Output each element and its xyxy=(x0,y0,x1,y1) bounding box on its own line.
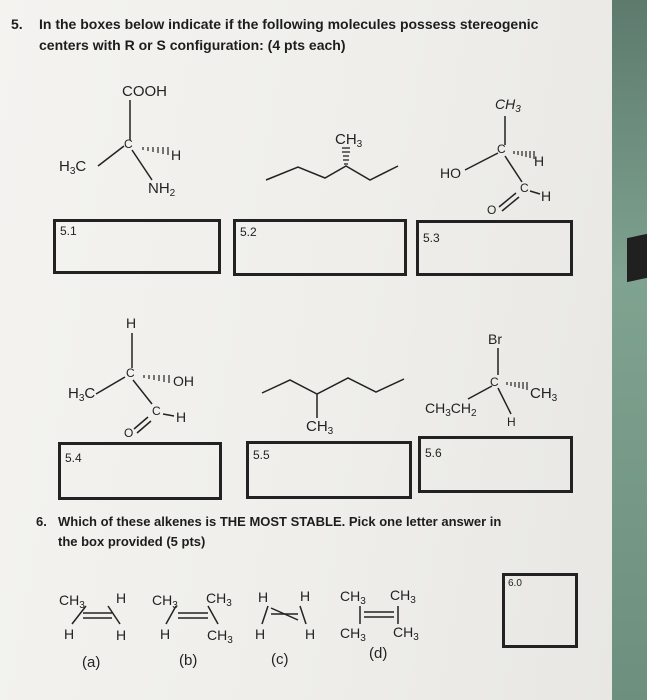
m6-ch3ch2: $CH_3CH_2$ xyxy=(425,400,477,419)
background-green-surface xyxy=(612,0,647,700)
m3-ho: HO xyxy=(440,165,461,181)
m4-h3c: $H_3C$ xyxy=(68,385,96,404)
alkene-c-top-left: H xyxy=(258,589,269,605)
m3-center-c: C xyxy=(497,142,506,156)
m4-carbonyl-h: H xyxy=(176,409,187,425)
answer-box-5-3[interactable] xyxy=(416,220,573,276)
answer-box-5-2[interactable] xyxy=(233,219,407,276)
background-dark-object xyxy=(627,234,647,282)
answer-box-5-1[interactable] xyxy=(53,219,221,274)
alkene-c-top-right: H xyxy=(300,588,311,604)
alkene-c-label: (c) xyxy=(271,651,289,668)
q5-number: 5. xyxy=(11,16,23,32)
answer-box-5-5[interactable] xyxy=(246,441,412,499)
m1-nh2: $NH_2$ xyxy=(148,180,176,199)
q5-text-line1: In the boxes below indicate if the following molecules possess stereogenic xyxy=(39,16,539,32)
m6-center-c: C xyxy=(490,375,499,389)
box-label-5-1: 5.1 xyxy=(60,224,77,238)
m3-ch3: $CH_3$ xyxy=(495,96,521,115)
alkene-c-bottom-right: H xyxy=(305,626,316,642)
m4-oh: OH xyxy=(173,373,194,389)
box-label-5-2: 5.2 xyxy=(240,225,257,239)
alkene-a-bottom-right: H xyxy=(116,627,127,643)
m3-carbonyl-h: H xyxy=(541,188,552,204)
m4-h: H xyxy=(126,315,137,331)
m6-ch3: $CH_3$ xyxy=(530,385,558,404)
m1-center-c: C xyxy=(124,137,133,151)
m4-carbonyl-o: O xyxy=(124,426,134,440)
q5-text-line2: centers with R or S configuration: (4 pts each) xyxy=(39,37,346,53)
alkene-d-top-right: $CH_3$ xyxy=(390,587,416,606)
m5-ch3: $CH_3$ xyxy=(306,418,334,437)
q6-text-line1: Which of these alkenes is THE MOST STABLE. Pick one letter answer in xyxy=(58,514,502,529)
m1-wedge-h: H xyxy=(171,147,182,163)
box-label-5-3: 5.3 xyxy=(423,231,440,245)
alkene-b-label: (b) xyxy=(179,652,198,669)
alkene-a-bottom-left: H xyxy=(64,626,75,642)
alkene-a-top-right: H xyxy=(116,590,127,606)
box-label-6-0: 6.0 xyxy=(508,578,522,589)
alkene-d-bottom-left: $CH_3$ xyxy=(340,625,366,644)
q6-text-line2: the box provided (5 pts) xyxy=(58,534,206,549)
alkene-d-top-left: $CH_3$ xyxy=(340,588,366,607)
alkene-d-bottom-right: $CH_3$ xyxy=(393,624,419,643)
alkene-a-label: (a) xyxy=(82,654,101,671)
answer-box-5-6[interactable] xyxy=(418,436,573,493)
box-label-5-4: 5.4 xyxy=(65,451,82,465)
m1-cooh: COOH xyxy=(122,83,167,100)
alkene-b-top-right: $CH_3$ xyxy=(206,590,232,609)
m3-carbonyl-c: C xyxy=(520,181,529,195)
alkene-d-label: (d) xyxy=(369,645,388,662)
m3-h: H xyxy=(534,153,545,169)
m6-h: H xyxy=(507,415,516,429)
alkene-b-bottom-left: H xyxy=(160,626,171,642)
m3-carbonyl-o: O xyxy=(487,203,497,217)
m6-br: Br xyxy=(488,331,502,347)
m4-carbonyl-c: C xyxy=(152,404,161,418)
q6-number: 6. xyxy=(36,514,47,529)
alkene-b-bottom-right: $CH_3$ xyxy=(207,627,233,646)
alkene-a-top-left: $CH_3$ xyxy=(59,592,85,611)
m2-ch3: $CH_3$ xyxy=(335,131,363,150)
box-label-5-5: 5.5 xyxy=(253,448,270,462)
alkene-c-bottom-left: H xyxy=(255,626,266,642)
m1-h3c: $H_3C$ xyxy=(59,158,87,177)
answer-box-5-4[interactable] xyxy=(58,442,222,500)
alkene-b-top-left: $CH_3$ xyxy=(152,592,178,611)
m4-center-c: C xyxy=(126,366,135,380)
box-label-5-6: 5.6 xyxy=(425,446,442,460)
